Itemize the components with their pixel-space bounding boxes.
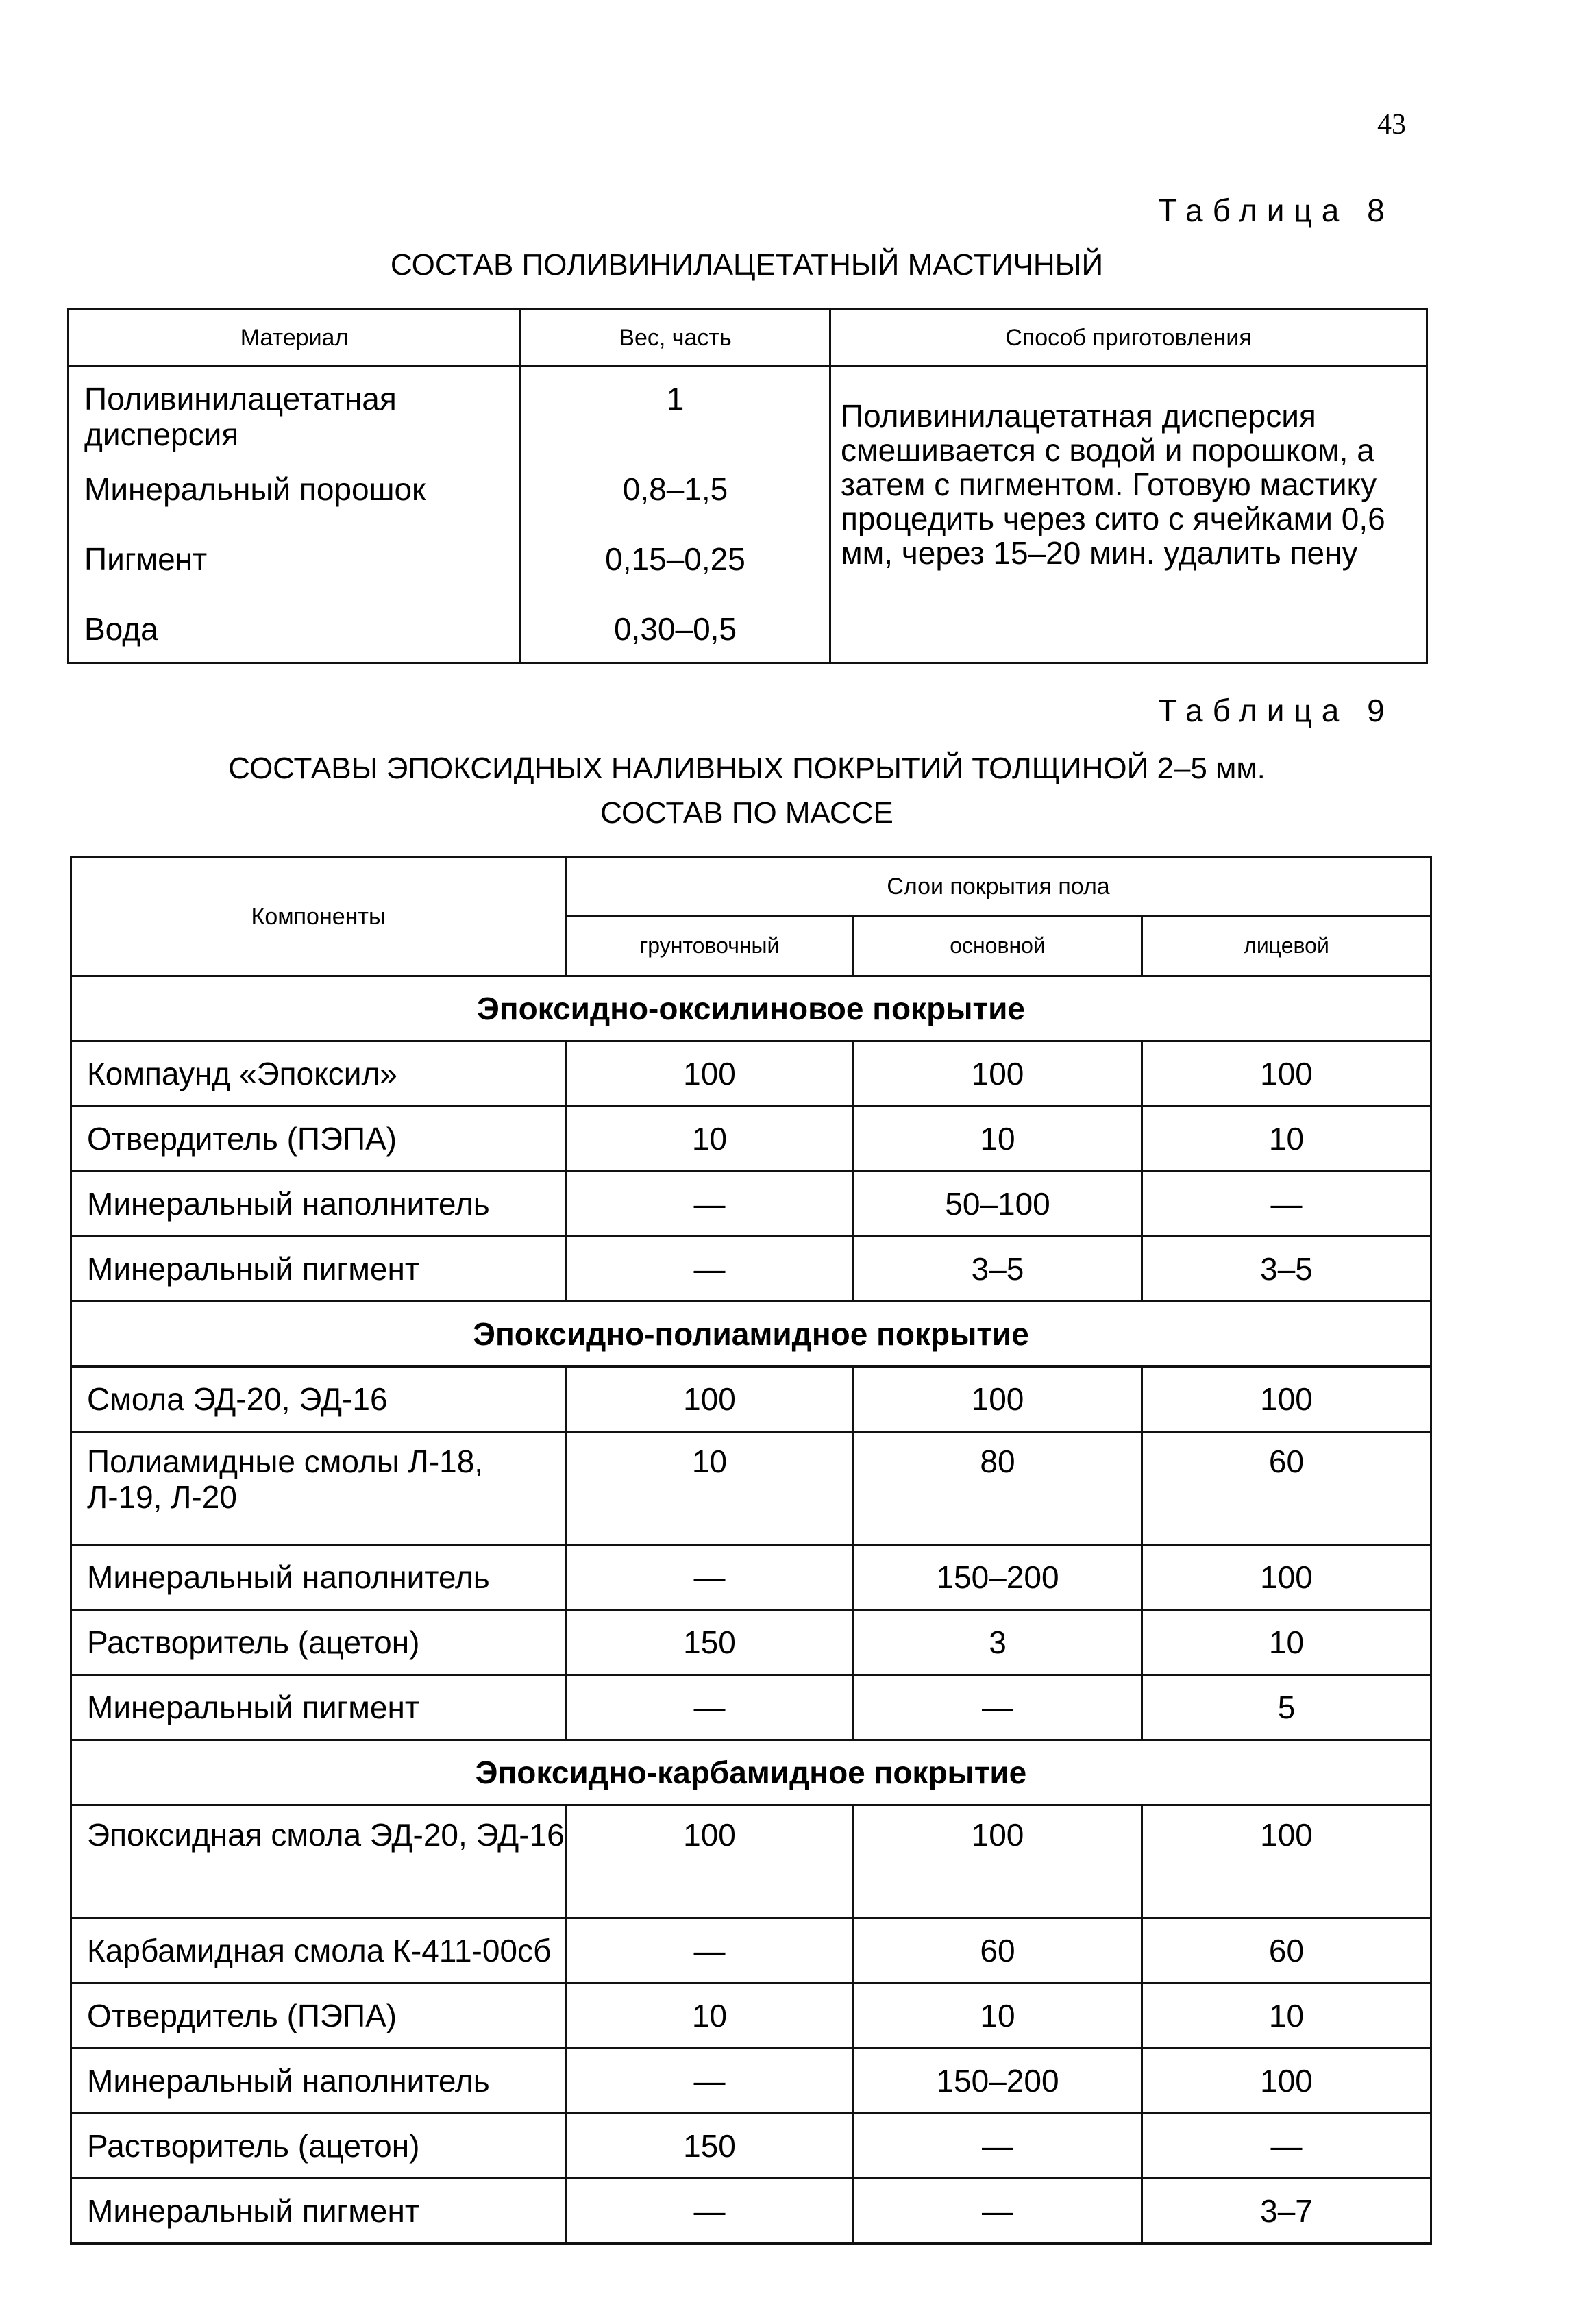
table9-value: 3–5 — [1142, 1237, 1431, 1302]
table9-row — [71, 1432, 1431, 1545]
table9-component: Смола ЭД-20, ЭД-16 — [71, 1367, 566, 1432]
table9-component: Минеральный наполнитель — [71, 2049, 566, 2114]
table9-section-title: Эпоксидно-карбамидное покрытие — [71, 1740, 1431, 1805]
table9-value: 3 — [854, 1610, 1142, 1675]
table9-component: Минеральный пигмент — [71, 1237, 566, 1302]
table9-value: 50–100 — [854, 1172, 1142, 1237]
table9-component: Растворитель (ацетон) — [71, 1610, 566, 1675]
table9 — [70, 856, 1432, 2245]
table9-row — [71, 1172, 1431, 1237]
table9-value: 100 — [854, 1041, 1142, 1107]
table9-value: 100 — [566, 1041, 854, 1107]
table9-section-title: Эпоксидно-оксилиновое покрытие — [71, 976, 1431, 1041]
table8-materials-cell — [69, 367, 521, 663]
table9-body — [71, 976, 1431, 2244]
table8-header-row — [69, 310, 1427, 367]
table9-value: 60 — [1142, 1918, 1431, 1983]
table9-layer-top: лицевой — [1142, 916, 1431, 976]
table9-layer-base: основной — [854, 916, 1142, 976]
table9-value: — — [854, 2114, 1142, 2179]
table9-value: — — [566, 1237, 854, 1302]
table9-value: 100 — [566, 1805, 854, 1918]
table9-value: — — [566, 1545, 854, 1610]
table9-value: 100 — [1142, 2049, 1431, 2114]
table9-value: 60 — [1142, 1432, 1431, 1545]
table8 — [67, 308, 1428, 664]
table9-row — [71, 1367, 1431, 1432]
table9-component: Минеральный наполнитель — [71, 1545, 566, 1610]
table8-material: Вода — [84, 611, 158, 647]
table9-value: 10 — [1142, 1610, 1431, 1675]
table9-row — [71, 1107, 1431, 1172]
table9-title-line2: СОСТАВ ПО МАССЕ — [600, 796, 893, 830]
table9-value: 100 — [1142, 1805, 1431, 1918]
table8-material: Минеральный порошок — [84, 471, 426, 507]
table8-weight: 0,15–0,25 — [605, 541, 745, 577]
table9-row — [71, 2049, 1431, 2114]
table8-header-material: Материал — [69, 310, 521, 367]
table9-value: 10 — [1142, 1983, 1431, 2049]
table9-component: Компаунд «Эпоксил» — [71, 1041, 566, 1107]
table9-row — [71, 2179, 1431, 2244]
table9-row — [71, 1805, 1431, 1918]
table9-value: — — [854, 1675, 1142, 1740]
table9-value: — — [1142, 1172, 1431, 1237]
table8-weight: 0,8–1,5 — [622, 471, 728, 507]
table9-value: 100 — [566, 1367, 854, 1432]
table9-row — [71, 1610, 1431, 1675]
table9-value: 3–5 — [854, 1237, 1142, 1302]
table9-value: — — [566, 2049, 854, 2114]
page-number: 43 — [1377, 109, 1406, 140]
table9-value: — — [566, 2179, 854, 2244]
table9-value: 60 — [854, 1918, 1142, 1983]
table9-value: 10 — [566, 1107, 854, 1172]
table9-section-title: Эпоксидно-полиамидное покрытие — [71, 1302, 1431, 1367]
table9-value: 150–200 — [854, 2049, 1142, 2114]
table8-method-text: Поливинилацетатная дисперсия смешивается с водой и порошком, а затем с пигментом. Готовую мастику процедить через сито с ячейками 0,6 мм, через 15–20 мин. удалить пену — [841, 398, 1385, 571]
table9-component: Минеральный наполнитель — [71, 1172, 566, 1237]
table9-value: 10 — [566, 1983, 854, 2049]
table9-value: 10 — [854, 1983, 1142, 2049]
table9-row — [71, 1041, 1431, 1107]
table9-value: 150–200 — [854, 1545, 1142, 1610]
table9-title-line1: СОСТАВЫ ЭПОКСИДНЫХ НАЛИВНЫХ ПОКРЫТИЙ ТОЛЩИНОЙ 2–5 мм. — [228, 752, 1266, 785]
table9-value: — — [566, 1918, 854, 1983]
table9-component: Минеральный пигмент — [71, 1675, 566, 1740]
table9-value: 150 — [566, 1610, 854, 1675]
table9-value: 10 — [1142, 1107, 1431, 1172]
table9-value: 80 — [854, 1432, 1142, 1545]
table8-title: СОСТАВ ПОЛИВИНИЛАЦЕТАТНЫЙ МАСТИЧНЫЙ — [390, 248, 1104, 282]
table9-row — [71, 2114, 1431, 2179]
table9-layer-primer: грунтовочный — [566, 916, 854, 976]
table9-row — [71, 1545, 1431, 1610]
table8-material: Пигмент — [84, 541, 208, 577]
table9-value: — — [1142, 2114, 1431, 2179]
table9-section-row — [71, 976, 1431, 1041]
table8-weight: 0,30–0,5 — [613, 611, 737, 647]
table8-weights-cell — [521, 367, 830, 663]
table9-component: Эпоксидная смола ЭД-20, ЭД-16 — [71, 1805, 566, 1918]
table9-row — [71, 1237, 1431, 1302]
table9-header-components: Компоненты — [71, 858, 566, 976]
table9-label: Таблица 9 — [1158, 693, 1394, 728]
table9-component: Отвердитель (ПЭПА) — [71, 1107, 566, 1172]
table9-section-row — [71, 1302, 1431, 1367]
table9-component: Карбамидная смола К-411-00сб — [71, 1918, 566, 1983]
table8-body-row — [69, 367, 1427, 663]
table9-value: 100 — [854, 1805, 1142, 1918]
table9-value: — — [566, 1675, 854, 1740]
table9-row — [71, 1675, 1431, 1740]
table8-header-weight: Вес, часть — [521, 310, 830, 367]
table8-header-method: Способ приготовления — [830, 310, 1427, 367]
table9-value: 10 — [566, 1432, 854, 1545]
table9-header-layers: Слои покрытия пола — [566, 858, 1431, 916]
table9-component: Минеральный пигмент — [71, 2179, 566, 2244]
table8-method-cell — [830, 367, 1427, 663]
table9-row — [71, 1983, 1431, 2049]
table9-value: 5 — [1142, 1675, 1431, 1740]
table9-header-row — [71, 858, 1431, 916]
table9-value: 150 — [566, 2114, 854, 2179]
table9-value: 100 — [1142, 1041, 1431, 1107]
table9-component: Отвердитель (ПЭПА) — [71, 1983, 566, 2049]
table9-value: — — [854, 2179, 1142, 2244]
table9-component: Полиамидные смолы Л-18, Л-19, Л-20 — [71, 1432, 566, 1545]
table9-section-row — [71, 1740, 1431, 1805]
table9-value: 3–7 — [1142, 2179, 1431, 2244]
table8-material: Поливинилацетатная дисперсия — [84, 381, 397, 452]
table9-value: 10 — [854, 1107, 1142, 1172]
table9-row — [71, 1918, 1431, 1983]
table9-value: 100 — [854, 1367, 1142, 1432]
table9-value: 100 — [1142, 1545, 1431, 1610]
table8-label: Таблица 8 — [1158, 193, 1394, 228]
table9-value: — — [566, 1172, 854, 1237]
table9-component: Растворитель (ацетон) — [71, 2114, 566, 2179]
table9-value: 100 — [1142, 1367, 1431, 1432]
table8-weight: 1 — [666, 381, 684, 417]
